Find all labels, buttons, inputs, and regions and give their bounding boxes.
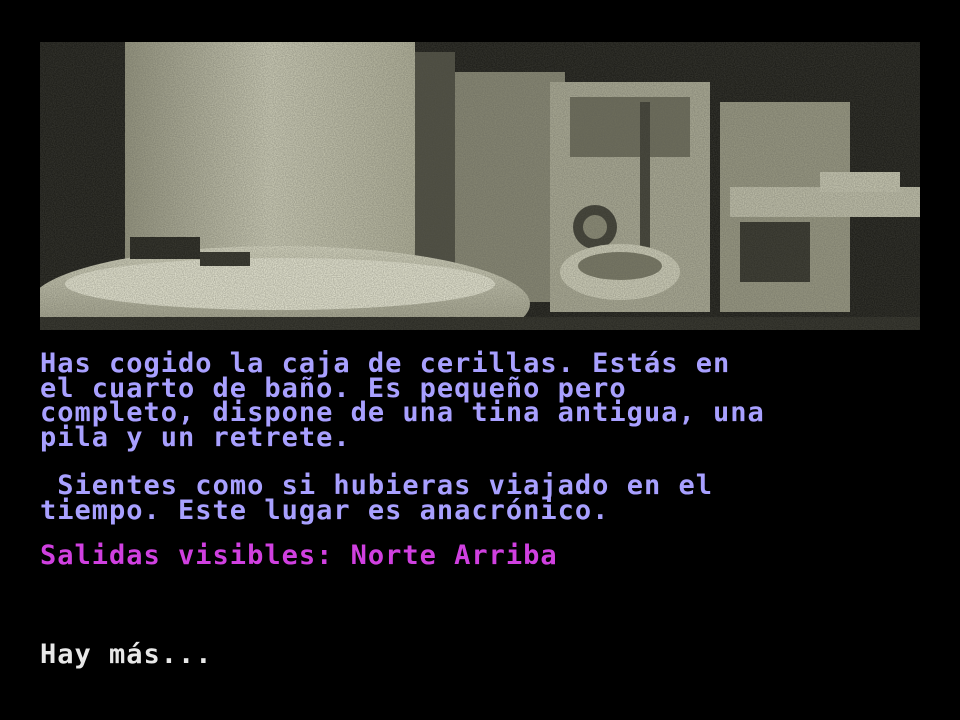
scene-image: [40, 42, 920, 330]
visible-exits: Salidas visibles: Norte Arriba: [40, 540, 558, 571]
narration-text: Has cogido la caja de cerillas. Estás en el cuarto de baño. Es pequeño pero completo, dispone de una tina antigua, una pila y un retrete.: [40, 348, 765, 453]
description-text: Sientes como si hubieras viajado en el tiempo. Este lugar es anacrónico.: [40, 470, 713, 526]
more-prompt[interactable]: Hay más...: [40, 639, 213, 670]
